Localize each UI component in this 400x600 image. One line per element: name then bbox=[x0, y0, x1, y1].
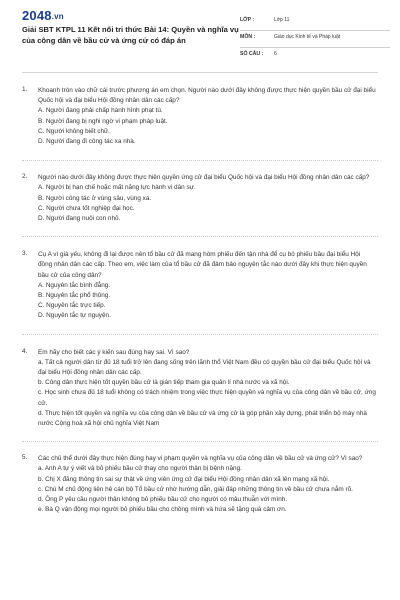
question-text: Khoanh tròn vào chữ cái trước phương án em chọn. Người nào dưới đây không được thực hiện quyền bầu cử đại biểu Quốc hội và đại biểu Hội đồng nhân dân các cấp? bbox=[38, 87, 376, 105]
answer-option: a. Anh A tự ý viết và bỏ phiếu bầu cử thay cho người thân bị bệnh nặng. bbox=[38, 465, 242, 473]
question-number: 1. bbox=[22, 86, 28, 93]
answer-option: e. Bà Q vận động mọi người bỏ phiếu bầu cho chồng mình và hứa sẽ tặng quà cảm ơn. bbox=[38, 506, 287, 514]
question-1 bbox=[12, 86, 388, 147]
question-divider bbox=[22, 441, 378, 442]
header-divider bbox=[22, 72, 378, 73]
question-text: Các chủ thể dưới đây thực hiện đúng hay vi phạm quyền và nghĩa vụ của công dân về bầu cử và ứng cử? Vì sao? bbox=[38, 455, 363, 463]
answer-option: A. Người bị hạn chế hoặc mất năng lực hành vi dân sự. bbox=[38, 184, 196, 192]
answer-option: b. Công dân thực hiện tốt quyền bầu cử là gián tiếp tham gia quản lí nhà nước và xã hội. bbox=[38, 379, 290, 387]
question-text: Em hãy cho biết các ý kiến sau đúng hay sai. Vì sao? bbox=[38, 348, 190, 356]
site-logo[interactable] bbox=[22, 8, 64, 23]
meta-row-count bbox=[240, 48, 390, 65]
question-number: 3. bbox=[22, 250, 28, 258]
question-divider bbox=[22, 236, 378, 237]
answer-option: B. Người công tác ở vùng sâu, vùng xa. bbox=[38, 194, 152, 202]
question-number: 4. bbox=[22, 347, 28, 355]
question-number: 2. bbox=[22, 173, 28, 181]
logo-suffix: .vn bbox=[51, 12, 64, 21]
question-4 bbox=[12, 348, 388, 430]
logo-text: 2048 bbox=[22, 8, 52, 23]
answer-option: C. Người không biết chữ. bbox=[38, 127, 111, 135]
meta-value: Lớp 11 bbox=[274, 17, 290, 23]
answer-option: c. Chú M chủ động liên hệ cán bộ Tổ bầu cử nhờ hướng dẫn, giải đáp những thông tin về bầu cử chưa nắm rõ. bbox=[38, 485, 353, 493]
meta-label: LỚP : bbox=[240, 17, 255, 23]
question-2 bbox=[12, 173, 388, 224]
answer-option: a. Tất cả người dân từ đủ 18 tuổi trở lên đang sống trên lãnh thổ Việt Nam đều có quyền bầu cử đại biểu Quốc hội và đại biểu Hội đồng nhân dân các cấp. bbox=[38, 358, 371, 377]
answer-option: D. Người đang đi công tác xa nhà. bbox=[38, 138, 136, 146]
answer-option: D. Nguyên tắc tự nguyện. bbox=[38, 312, 111, 320]
header bbox=[12, 0, 388, 78]
answer-option: C. Người chưa tốt nghiệp đại học. bbox=[38, 204, 135, 212]
answer-option: d. Ông P yêu cầu người thân không bỏ phiếu bầu cử cho người có mâu thuẫn với mình. bbox=[38, 496, 288, 504]
question-number: 5. bbox=[22, 454, 28, 462]
question-divider bbox=[22, 160, 378, 161]
meta-value: 6 bbox=[274, 51, 277, 57]
answer-option: C. Nguyên tắc trực tiếp. bbox=[38, 302, 106, 310]
answer-option: D. Người đang nuôi con nhỏ. bbox=[38, 215, 121, 223]
meta-table bbox=[240, 14, 390, 65]
meta-label: SỐ CÂU : bbox=[240, 51, 264, 57]
question-list bbox=[12, 86, 388, 516]
question-divider bbox=[22, 334, 378, 335]
question-5 bbox=[12, 454, 388, 515]
answer-option: B. Nguyên tắc phổ thông. bbox=[38, 292, 111, 300]
answer-option: b. Chị X đăng thông tin sai sự thật về ứng viên ứng cử đại biểu Hội đồng nhân dân xã lên mạng xã hội. bbox=[38, 475, 330, 483]
answer-option: B. Người đang bị nghi ngờ vi phạm pháp luật. bbox=[38, 117, 168, 125]
question-3 bbox=[12, 250, 388, 321]
question-text: Cụ A vì già yếu, không đi lại được nên tổ bầu cử đã mang hòm phiếu đến tận nhà để cụ bỏ phiếu bầu đại biểu Hội đồng nhân dân các cấp. Theo em, việc làm của tổ bầu cử đã đảm bảo nguyên tắc nào dưới đây khi thực hiện quyền bầu cử của công dân? bbox=[38, 251, 367, 279]
meta-row-class bbox=[240, 14, 390, 31]
answer-option: A. Nguyên tắc bình đẳng. bbox=[38, 281, 111, 289]
answer-option: d. Thực hiện tốt quyền và nghĩa vụ của công dân về bầu cử và ứng cử là góp phần xây dựng, phát triển bộ máy nhà nước Cộng hoà xã hội chủ nghĩa Việt Nam bbox=[38, 409, 367, 428]
question-text: Người nào dưới đây không được thực hiện quyền ứng cử đại biểu Quốc hội và đại biểu Hội đồng nhân dân các cấp? bbox=[38, 174, 370, 182]
meta-label: MÔN : bbox=[240, 34, 256, 40]
document-title: Giải SBT KTPL 11 Kết nối tri thức Bài 14: Quyền và nghĩa vụ của công dân về bầu cử và ứng cử có đáp án bbox=[22, 25, 239, 45]
meta-row-subject bbox=[240, 31, 390, 48]
answer-option: c. Học sinh chưa đủ 18 tuổi không có trách nhiệm trong việc thực hiện quyền và nghĩa vụ của công dân về bầu cử, ứng cử. bbox=[38, 389, 376, 407]
meta-value: Giáo dục Kinh tế và Pháp luật bbox=[274, 34, 341, 40]
answer-option: A. Người đang phải chấp hành hình phạt tù. bbox=[38, 107, 163, 115]
